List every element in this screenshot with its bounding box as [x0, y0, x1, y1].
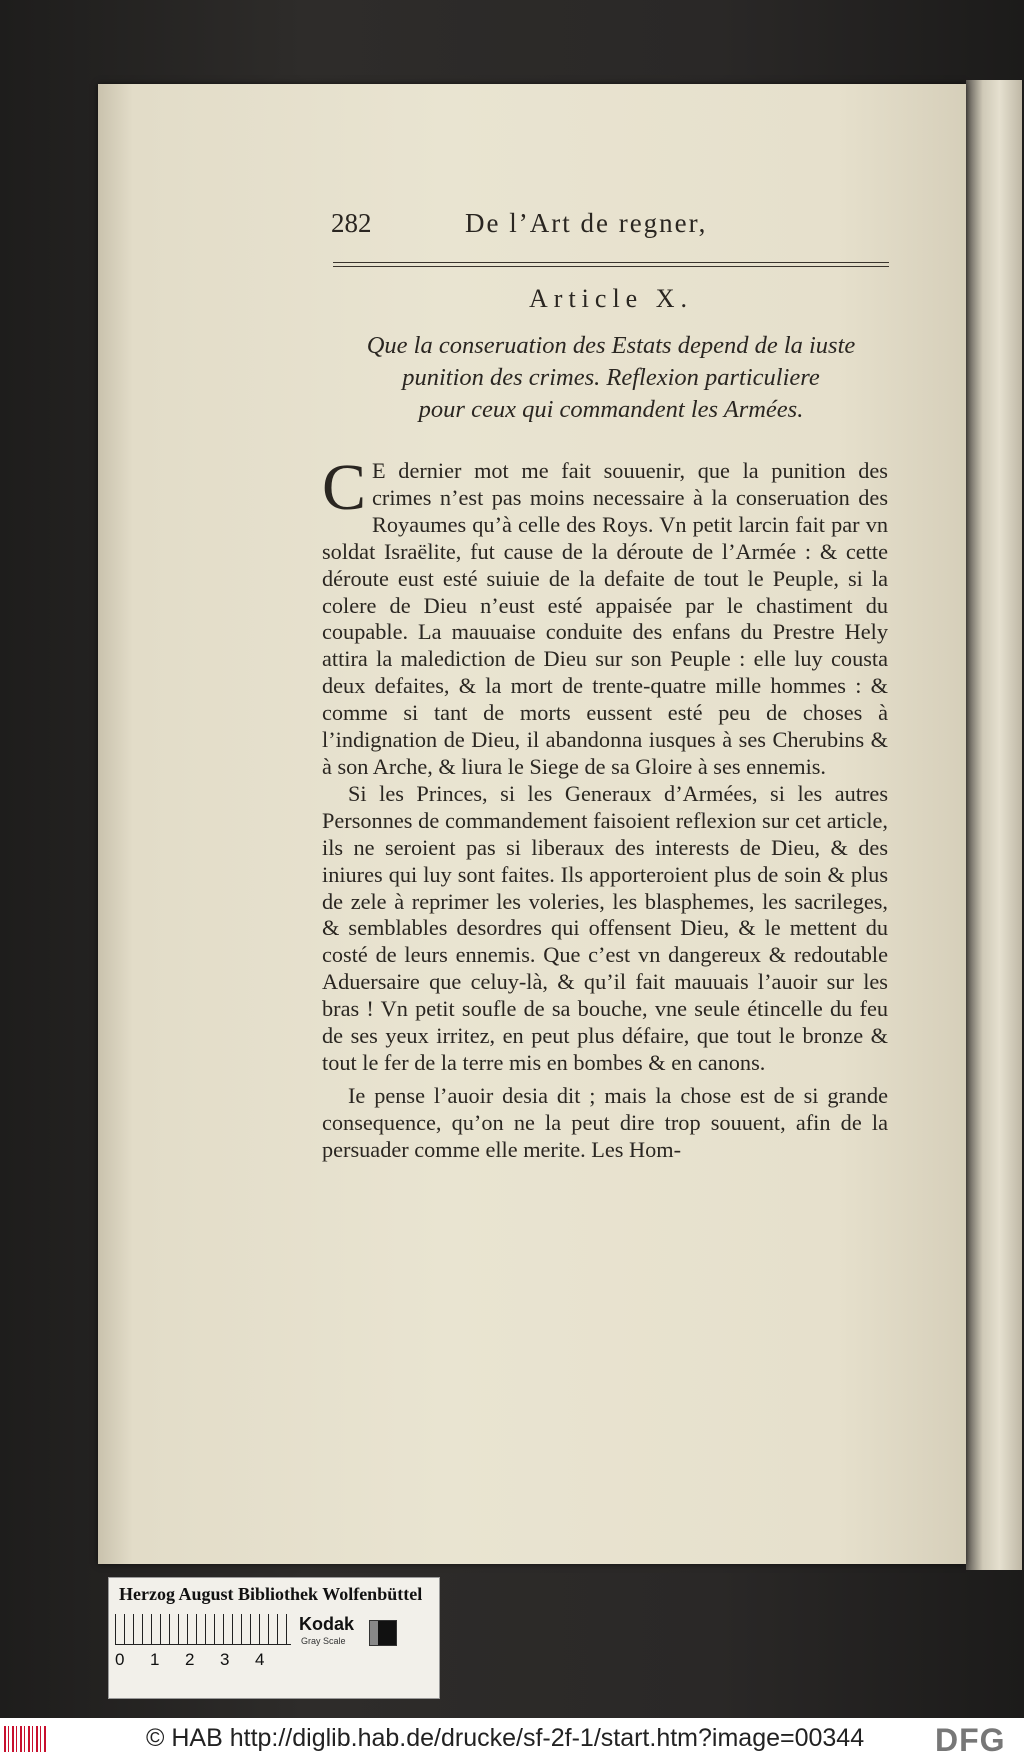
card-title: Herzog August Bibliothek Wolfenbüttel: [119, 1584, 423, 1604]
paragraph-1-text: E dernier mot me fait souuenir, que la punition des crimes n’est pas moins necessaire à la conseruation des Royaumes qu’à celle des Roys. Vn petit larcin fait par vn soldat Israëlite, fut cause de la déroute de l’Armée : & cette déroute eust esté suiuie de la defaite de tout le Peuple, si la colere de Dieu n’eust esté appaisée par le chastiment du coupable. La mauuaise conduite des enfans du Prestre Hely attira la malediction de Dieu sur son Peuple : elle luy cousta deux defaites, & la mort de trente-quatre mille hommes : & comme si tant de morts eussent esté peu de choses à l’indignation de Dieu, il abandonna iusques à ses Cherubins & à son Arche, & liura le Siege de sa Gloire à ses ennemis.: [322, 458, 888, 779]
paragraph-3: Ie pense l’auoir desia dit ; mais la chose est de si grande consequence, qu’on ne la peut dire trop souuent, afin de la persuader comme elle merite. Les Hom-: [322, 1082, 888, 1162]
barcode-icon: [4, 1726, 48, 1752]
gray-scale-caption: Gray Scale: [301, 1636, 346, 1646]
ruler-numbers: [115, 1650, 290, 1670]
page-number: 282: [331, 208, 372, 238]
page-header: [331, 208, 891, 248]
gray-chip-icon: [369, 1620, 397, 1646]
ruler-number: 2: [185, 1650, 195, 1669]
article-subtitle: [331, 330, 891, 426]
ruler-number: 0: [115, 1650, 125, 1669]
subtitle-line: pour ceux qui commandent les Armées.: [418, 396, 804, 423]
article-heading: Article X.: [529, 284, 693, 313]
kodak-logo: Kodak: [299, 1614, 355, 1634]
running-title: De l’Art de regner,: [465, 208, 708, 238]
color-calibration-card: [108, 1577, 440, 1699]
scale-ruler: [115, 1614, 291, 1645]
subtitle-line: punition des crimes. Reflexion particuliere: [402, 364, 820, 391]
paragraph-2: Si les Princes, si les Generaux d’Armées, si les autres Personnes de commandement faisoient reflexion sur cet article, ils ne seroient pas si liberaux des interests de Dieu, & des iniures qui luy sont faites. Ils apporteroient plus de soin & plus de zele à reprimer les voleries, les blasphemes, les sacrileges, & semblables desordres qui offensent Dieu, & le mettent du costé de leurs ennemis. Que c’est vn dangereux & redoutable Aduersaire que celuy-là, & qu’il fait mauuais l’auoir sur les bras ! Vn petit soufle de sa bouche, vne seule étincelle du feu de ses yeux irritez, en peut plus défaire, que tout le bronze & tout le fer de la terre mis en bombes & en canons.: [322, 780, 888, 1075]
ruler-number: 3: [220, 1650, 230, 1669]
credit-line[interactable]: © HAB http://diglib.hab.de/drucke/sf-2f-1/start.htm?image=00344: [146, 1724, 865, 1752]
facing-page-edge: [966, 80, 1022, 1570]
body-text: [322, 451, 888, 1164]
dfg-logo: DFG: [935, 1722, 1006, 1758]
ruler-number: 1: [150, 1650, 160, 1669]
header-rule: [333, 262, 889, 267]
ruler-number: 4: [255, 1650, 265, 1669]
drop-cap: C: [322, 451, 367, 524]
paragraph-1: [322, 451, 888, 781]
subtitle-line: Que la conseruation des Estats depend de la iuste: [366, 332, 856, 359]
